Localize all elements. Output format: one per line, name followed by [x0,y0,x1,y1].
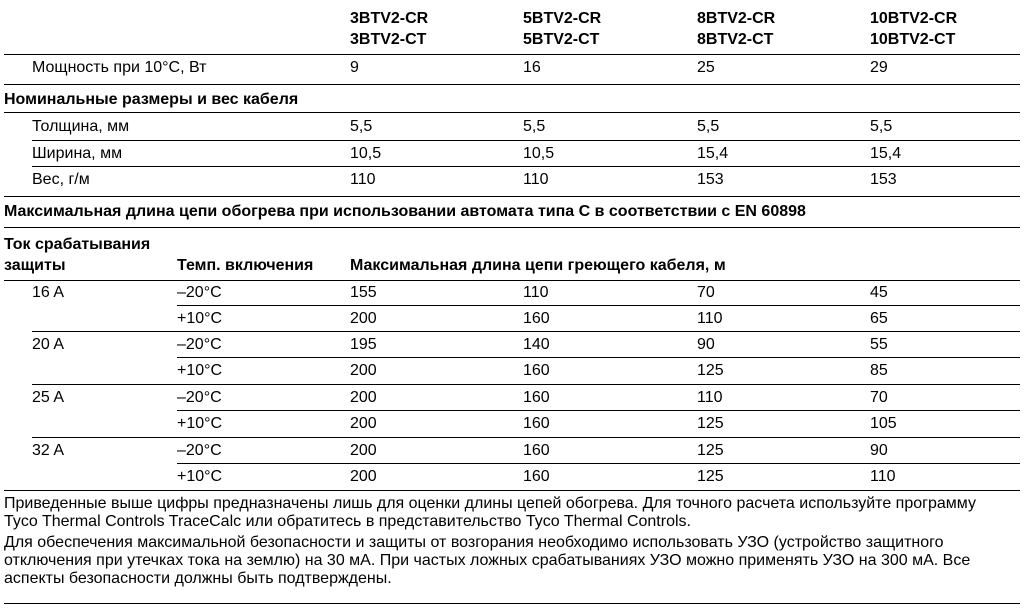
current-value: 16 A [32,284,65,301]
section-rule [4,84,1020,85]
length-value: 65 [870,310,888,327]
length-column-header: Максимальная длина цепи греющего кабеля, м [350,257,726,274]
length-value: 110 [697,389,723,406]
weight-label: Вес, г/м [32,171,90,188]
thickness-value: 5,5 [523,118,546,135]
model-3-cr: 8BTV2-CR [697,10,776,27]
model-4-ct: 10BTV2-CT [870,31,956,48]
circuit-heading: Максимальная длина цепи обогрева при использовании автомата типа С в соответствии с EN 60898 [4,203,806,220]
model-4-cr: 10BTV2-CR [870,10,958,27]
length-value: 85 [870,362,888,379]
power-value-1: 9 [350,59,359,76]
model-3-ct: 8BTV2-CT [697,31,774,48]
length-value: 140 [523,336,550,353]
temp-value: –20°C [177,389,222,406]
length-value: 70 [870,389,888,406]
length-value: 200 [350,310,377,327]
section-rule [4,196,1020,197]
temp-value: –20°C [177,284,222,301]
power-value-4: 29 [870,59,888,76]
thickness-value: 5,5 [870,118,893,135]
row-rule [32,140,1020,141]
power-value-2: 16 [523,59,541,76]
temp-value: +10°C [177,468,223,485]
section-rule [4,280,1020,281]
bottom-rule [4,603,1020,604]
thickness-value: 5,5 [350,118,373,135]
length-value: 55 [870,336,888,353]
length-value: 110 [697,310,723,327]
power-value-3: 25 [697,59,715,76]
note-paragraph: Для обеспечения максимальной безопасности и защиты от возгорания необходимо использовать УЗО (устройство защитного отключения при утечках тока на землю) на 30 мА. При частых ложных срабатываниях УЗО можно применять УЗО на 300 мА. Все аспекты безопасности должны быть подтверждены. [4,534,971,587]
length-value: 200 [350,442,377,459]
length-value: 160 [523,362,550,379]
row-rule [32,166,1020,167]
section-rule [4,490,1020,491]
power-label: Мощность при 10°C, Вт [32,59,207,76]
length-value: 125 [697,468,724,485]
length-value: 160 [523,442,550,459]
length-value: 70 [697,284,715,301]
current-column-header-2: защиты [4,257,66,274]
width-value: 15,4 [697,145,729,162]
temp-value: –20°C [177,336,222,353]
length-value: 125 [697,362,724,379]
weight-value: 110 [523,171,549,188]
width-value: 15,4 [870,145,902,162]
length-value: 155 [350,284,377,301]
model-2-cr: 5BTV2-CR [523,10,602,27]
weight-value: 110 [350,171,376,188]
model-2-ct: 5BTV2-CT [523,31,600,48]
length-value: 45 [870,284,888,301]
section-rule [4,112,1020,113]
width-label: Ширина, мм [32,145,123,162]
row-rule [177,463,1020,464]
length-value: 200 [350,415,377,432]
section-rule [4,227,1020,228]
row-rule [32,437,1020,438]
temp-value: +10°C [177,362,223,379]
length-value: 160 [523,389,550,406]
row-rule [32,384,1020,385]
length-value: 90 [697,336,715,353]
dimensions-heading: Номинальные размеры и вес кабеля [4,91,299,108]
temp-value: +10°C [177,415,223,432]
row-rule [32,331,1020,332]
length-value: 160 [523,310,550,327]
length-value: 195 [350,336,377,353]
length-value: 110 [523,284,549,301]
length-value: 160 [523,468,550,485]
row-rule [177,305,1020,306]
weight-value: 153 [697,171,724,188]
width-value: 10,5 [523,145,555,162]
current-column-header: Ток срабатывания [4,236,151,253]
length-value: 105 [870,415,897,432]
weight-value: 153 [870,171,897,188]
temp-value: –20°C [177,442,222,459]
width-value: 10,5 [350,145,382,162]
row-rule [177,410,1020,411]
length-value: 125 [697,415,724,432]
length-value: 110 [870,468,896,485]
current-value: 32 A [32,442,65,459]
temp-column-header: Темп. включения [177,257,314,274]
note-paragraph: Приведенные выше цифры предназначены лишь для оценки длины цепей обогрева. Для точного расчета используйте программу Tyco Thermal Controls TraceCalc или обратитесь в представительство Tyco Thermal Controls. [4,495,976,530]
thickness-label: Толщина, мм [32,118,130,135]
current-value: 25 A [32,389,65,406]
length-value: 200 [350,362,377,379]
temp-value: +10°C [177,310,223,327]
thickness-value: 5,5 [697,118,720,135]
row-rule [177,357,1020,358]
model-1-cr: 3BTV2-CR [350,10,429,27]
length-value: 200 [350,468,377,485]
header-rule [4,54,1020,55]
length-value: 125 [697,442,724,459]
length-value: 90 [870,442,888,459]
model-1-ct: 3BTV2-CT [350,31,427,48]
length-value: 200 [350,389,377,406]
length-value: 160 [523,415,550,432]
current-value: 20 A [32,336,65,353]
